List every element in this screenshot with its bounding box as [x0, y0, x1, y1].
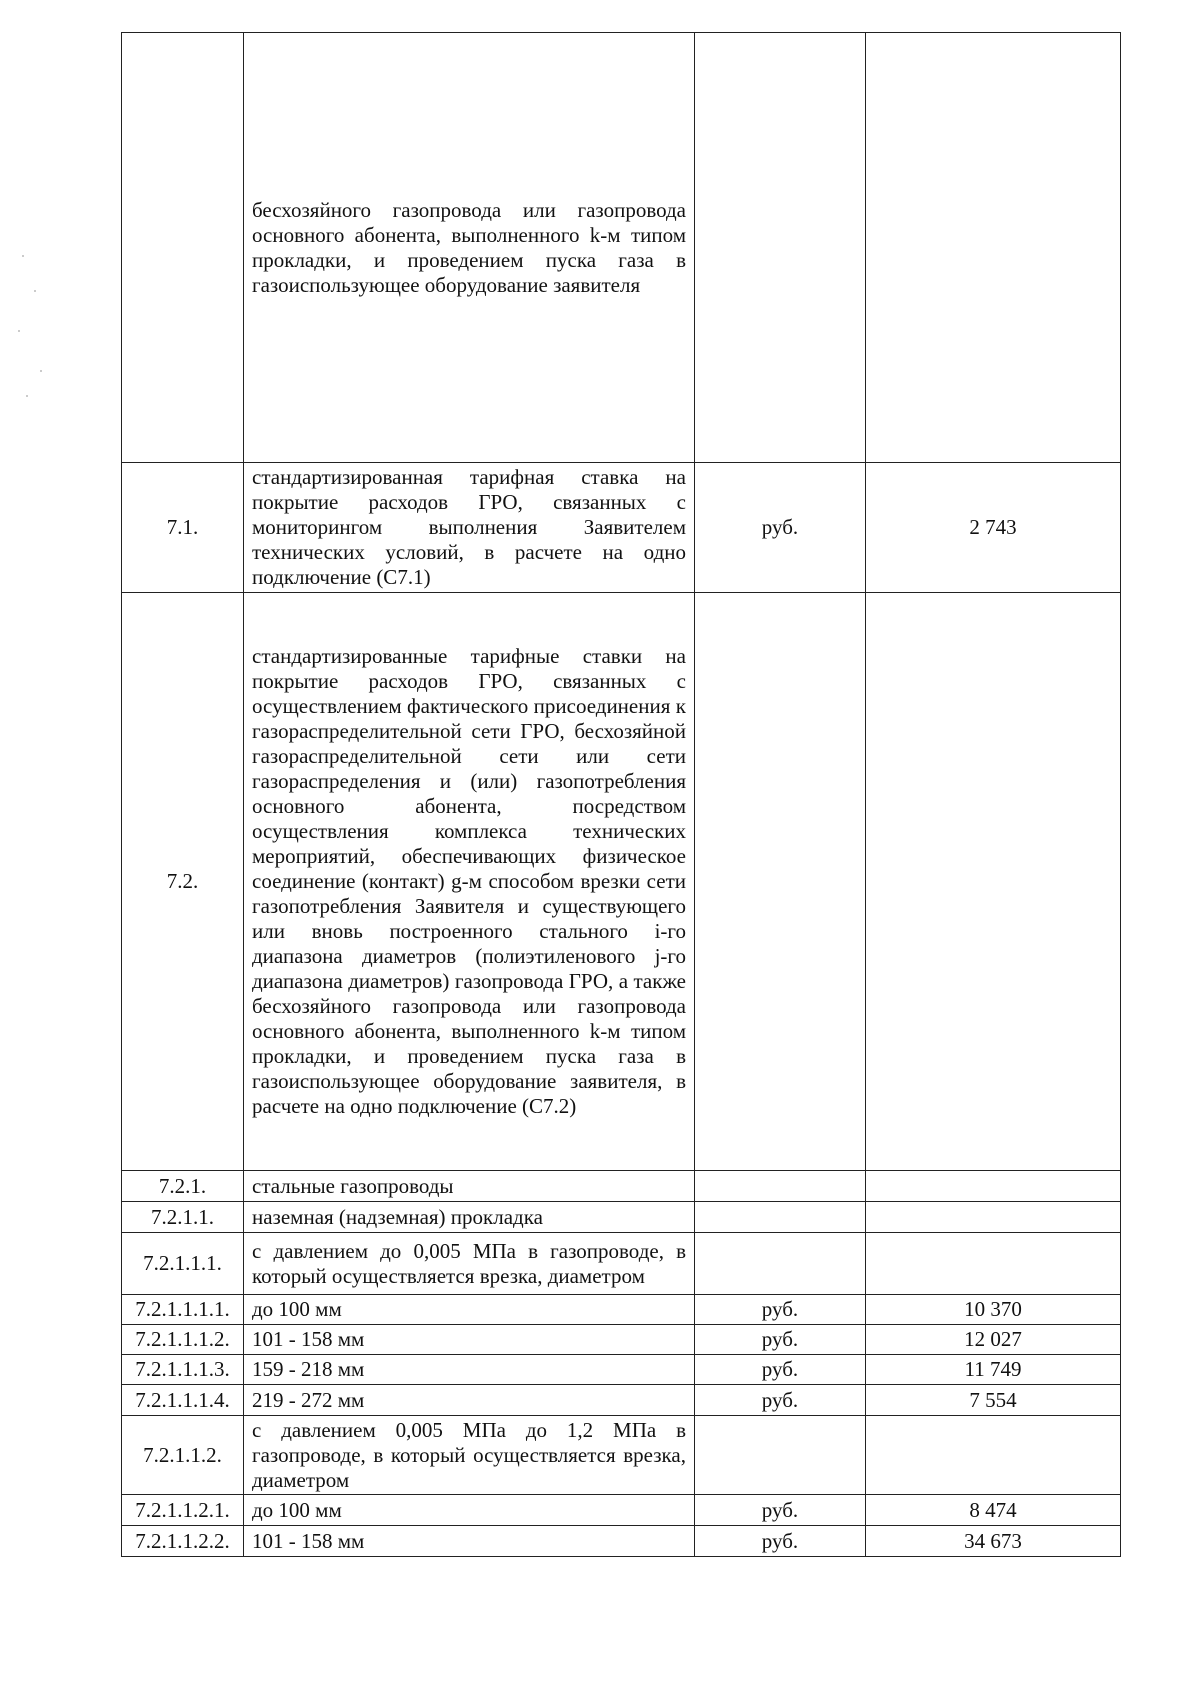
scan-speck [18, 330, 20, 332]
row-value: 2 743 [866, 463, 1121, 593]
row-unit: руб. [695, 1495, 866, 1526]
row-unit [695, 1171, 866, 1202]
row-description: с давлением 0,005 МПа до 1,2 МПа в газопроводе, в который осуществляется врезка, диаметром [244, 1416, 695, 1495]
row-value: 12 027 [866, 1325, 1121, 1355]
table-row [122, 1495, 1121, 1526]
row-number: 7.1. [122, 463, 244, 593]
table-row [122, 593, 1121, 1171]
row-number: 7.2.1.1. [122, 1202, 244, 1233]
row-number: 7.2.1.1.1.1. [122, 1295, 244, 1325]
table-row [122, 1385, 1121, 1416]
row-unit: руб. [695, 1325, 866, 1355]
row-number: 7.2.1.1.1. [122, 1233, 244, 1295]
row-description: стандартизированные тарифные ставки на покрытие расходов ГРО, связанных с осуществлением фактического присоединения к газораспределительной сети ГРО, бесхозяйной газораспределительной сети или сети газораспределения и (или) газопотребления основного абонента, посредством осуществления комплекса технических мероприятий, обеспечивающих физическое соединение (контакт) g-м способом врезки сети газопотребления Заявителя и существующего или вновь построенного стального i-го диапазона диаметров (полиэтиленового j-го диапазона диаметров) газопровода ГРО, а также бесхозяйного газопровода или газопровода основного абонента, выполненного k-м типом прокладки, и проведением пуска газа в газоиспользующее оборудование заявителя, в расчете на одно подключение (С7.2) [244, 593, 695, 1171]
row-unit: руб. [695, 1295, 866, 1325]
table-row [122, 1325, 1121, 1355]
table-row [122, 1355, 1121, 1385]
row-value: 11 749 [866, 1355, 1121, 1385]
table-row [122, 1416, 1121, 1495]
row-number [122, 33, 244, 463]
row-description: наземная (надземная) прокладка [244, 1202, 695, 1233]
row-unit [695, 33, 866, 463]
row-description: до 100 мм [244, 1495, 695, 1526]
row-value [866, 593, 1121, 1171]
row-value: 7 554 [866, 1385, 1121, 1416]
tariff-table [121, 32, 1121, 1557]
table-row [122, 1526, 1121, 1557]
row-number: 7.2.1.1.1.4. [122, 1385, 244, 1416]
row-unit: руб. [695, 463, 866, 593]
row-description: 101 - 158 мм [244, 1325, 695, 1355]
table-row [122, 463, 1121, 593]
row-number: 7.2.1.1.1.3. [122, 1355, 244, 1385]
row-unit: руб. [695, 1385, 866, 1416]
table-row [122, 1233, 1121, 1295]
table-row [122, 1202, 1121, 1233]
row-number: 7.2.1.1.2. [122, 1416, 244, 1495]
row-number: 7.2.1.1.2.1. [122, 1495, 244, 1526]
row-description: стандартизированная тарифная ставка на покрытие расходов ГРО, связанных с мониторингом выполнения Заявителем технических условий, в расчете на одно подключение (С7.1) [244, 463, 695, 593]
row-number: 7.2.1.1.2.2. [122, 1526, 244, 1557]
row-unit [695, 1233, 866, 1295]
row-number: 7.2.1.1.1.2. [122, 1325, 244, 1355]
row-unit [695, 593, 866, 1171]
row-value [866, 1171, 1121, 1202]
table-row [122, 1171, 1121, 1202]
row-unit: руб. [695, 1526, 866, 1557]
row-value: 10 370 [866, 1295, 1121, 1325]
row-number: 7.2. [122, 593, 244, 1171]
scan-speck [26, 395, 28, 397]
row-value [866, 1233, 1121, 1295]
row-description: с давлением до 0,005 МПа в газопроводе, в который осуществляется врезка, диаметром [244, 1233, 695, 1295]
row-unit: руб. [695, 1355, 866, 1385]
row-description: 159 - 218 мм [244, 1355, 695, 1385]
row-value [866, 1202, 1121, 1233]
row-description: бесхозяйного газопровода или газопровода основного абонента, выполненного k-м типом прокладки, и проведением пуска газа в газоиспользующее оборудование заявителя [244, 33, 695, 463]
row-unit [695, 1202, 866, 1233]
row-value [866, 33, 1121, 463]
table-row [122, 33, 1121, 463]
row-value [866, 1416, 1121, 1495]
row-unit [695, 1416, 866, 1495]
scan-speck [34, 290, 36, 292]
row-value: 8 474 [866, 1495, 1121, 1526]
row-description: 219 - 272 мм [244, 1385, 695, 1416]
row-description: 101 - 158 мм [244, 1526, 695, 1557]
table-row [122, 1295, 1121, 1325]
scan-speck [40, 370, 42, 372]
scan-speck [22, 255, 24, 257]
row-description: до 100 мм [244, 1295, 695, 1325]
row-number: 7.2.1. [122, 1171, 244, 1202]
row-description: стальные газопроводы [244, 1171, 695, 1202]
row-value: 34 673 [866, 1526, 1121, 1557]
